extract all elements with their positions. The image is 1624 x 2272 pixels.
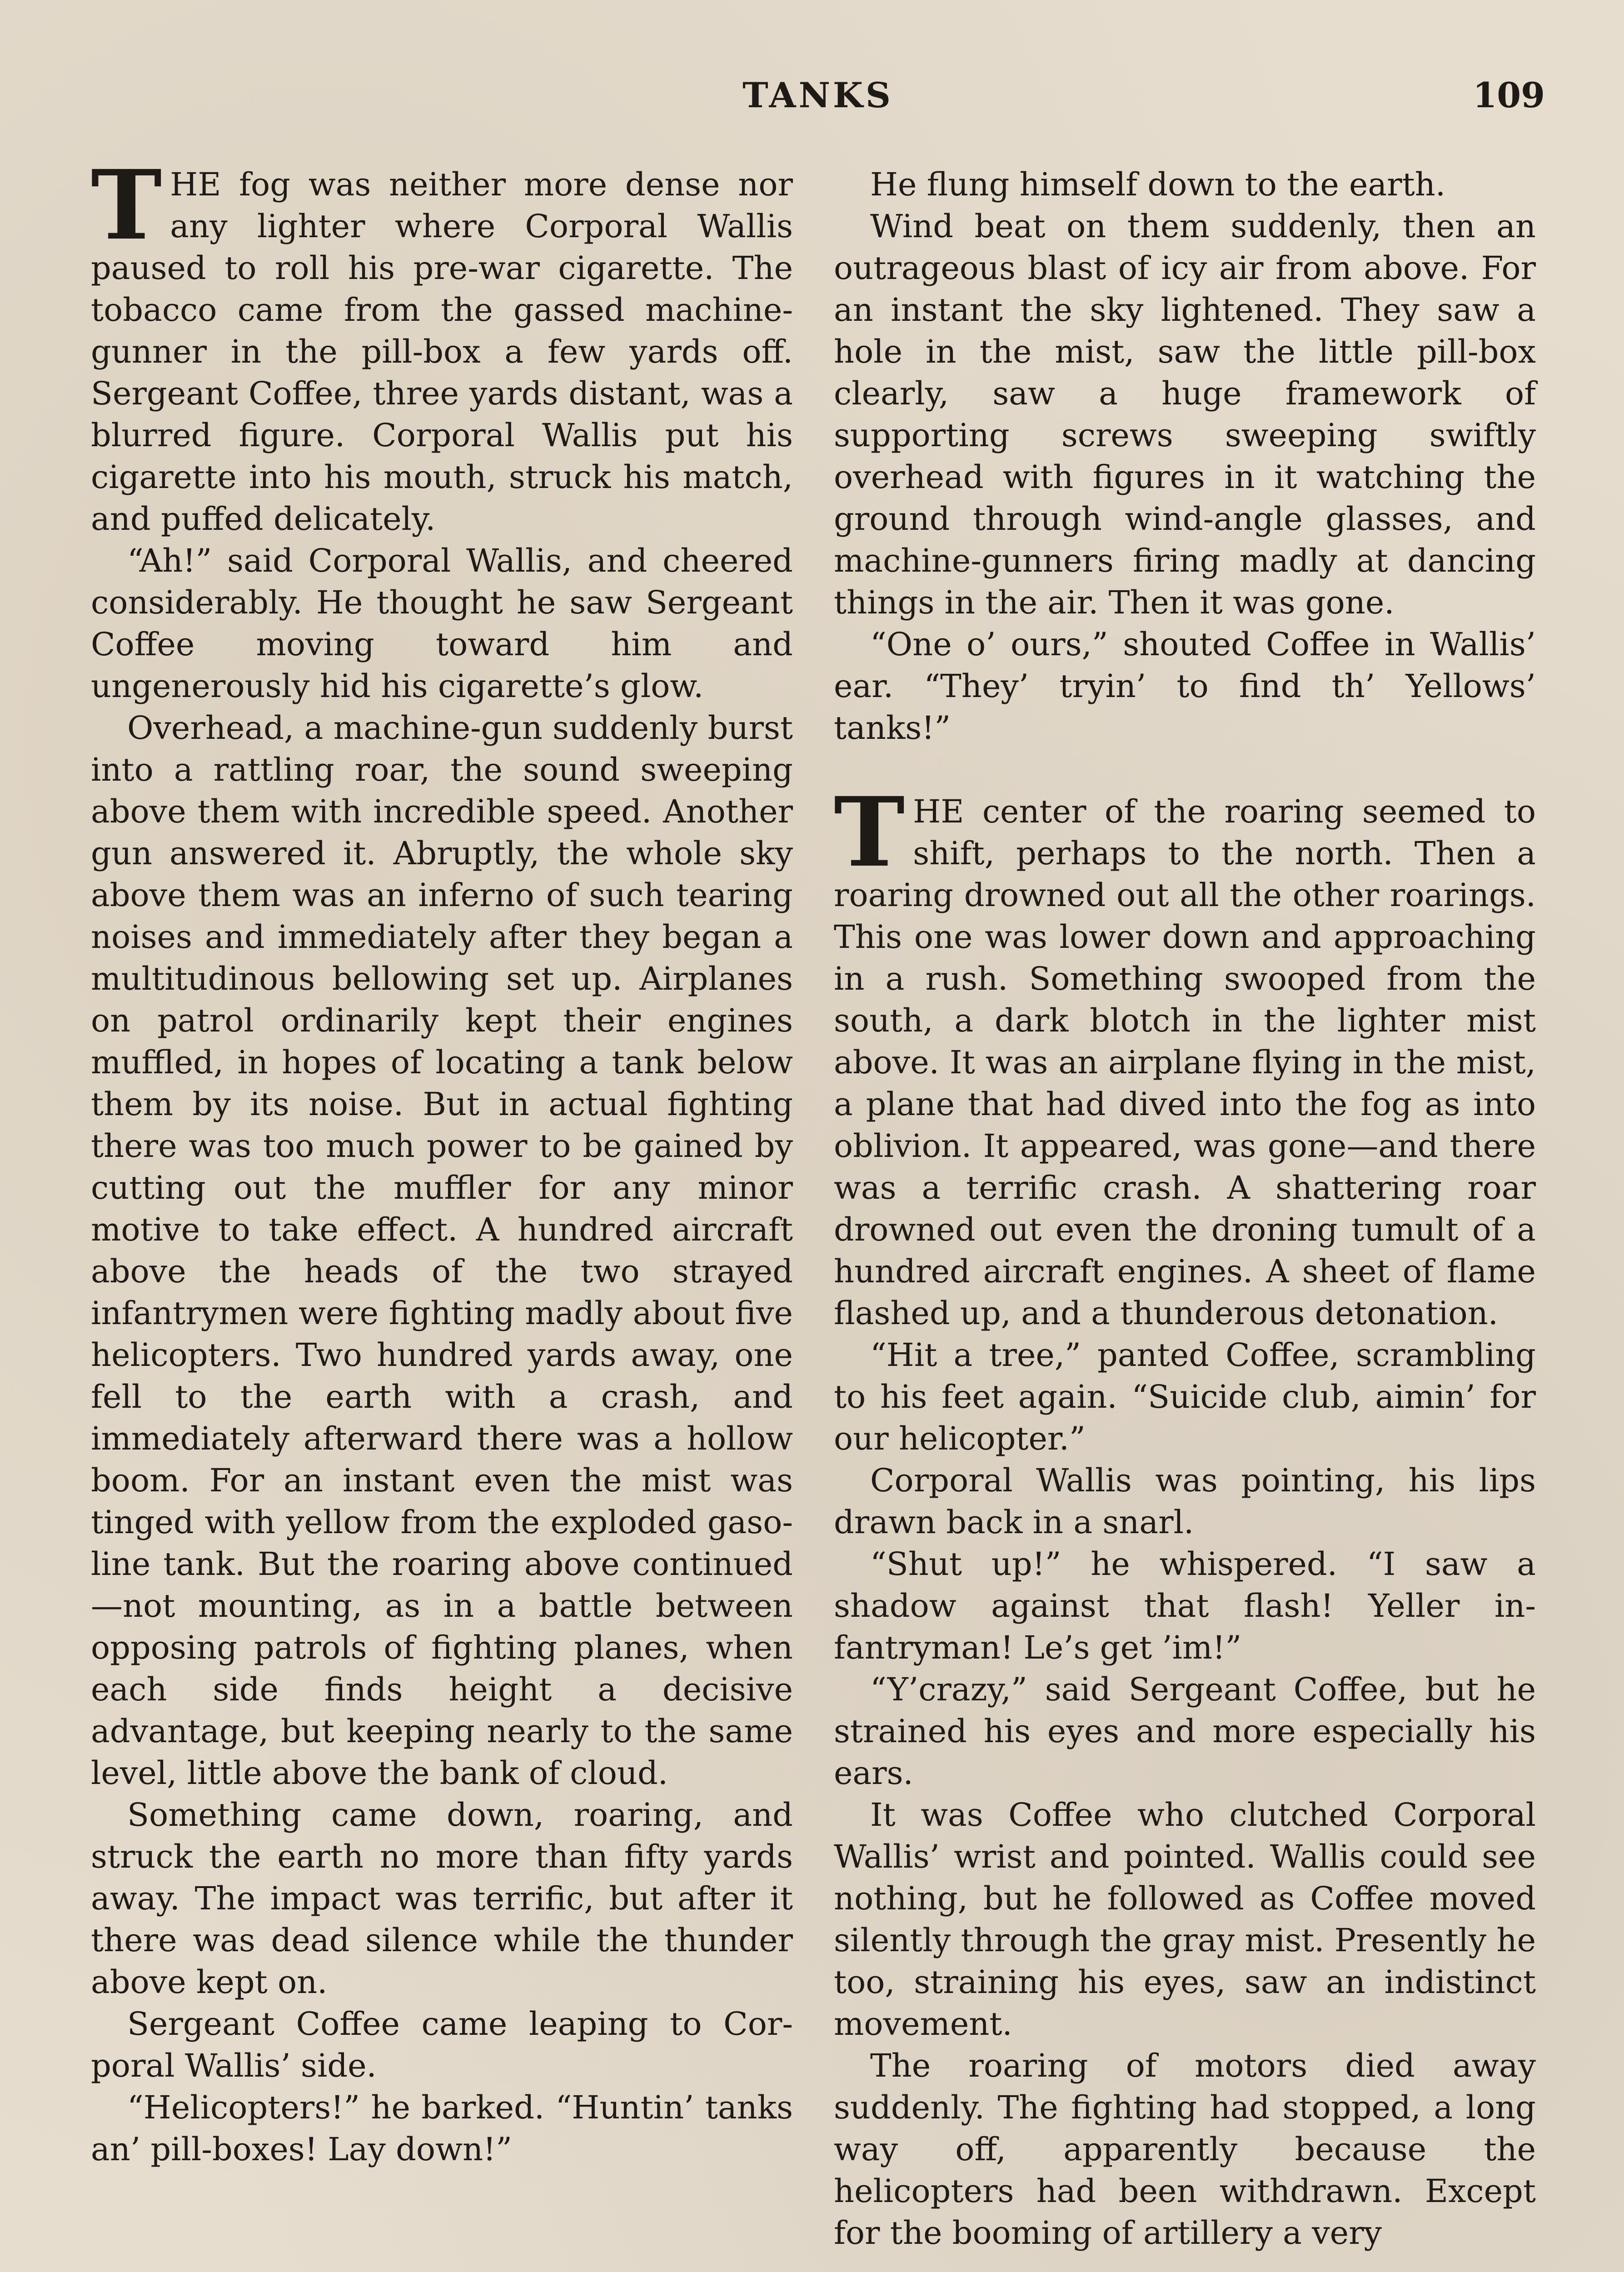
paragraph: He flung himself down to the earth. [870,166,1446,203]
paragraph [834,776,1536,1334]
paragraph: Something came down, roaring, and struck the earth no more than fifty yards away. The impact was terrific, but after it there was dead silence while the thunder above kept on. [91,1796,793,2001]
paragraph: Wind beat on them suddenly, then an outrageous blast of icy air from above. For an instant the sky lightened. They saw a hole in the mist, saw the little pill-box clearly, saw a huge framework of supporting screws sweeping swiftly overhead with figures in it watching the ground through wind-angle glasses, and machine-gunners firing madly at dancing things in the air. Then it was gone. [834,208,1536,621]
paragraph: “Hit a tree,” panted Coffee, scrambling to his feet again. “Suicide club, aimin’ for our helicopter.” [834,1336,1536,1457]
page-number: 109 [1473,75,1545,115]
right-column [834,164,1536,2254]
paragraph: “One o’ ours,” shouted Coffee in Wallis’ ear. “They’ tryin’ to find th’ Yellows’ tanks!” [834,626,1536,747]
paragraph: It was Coffee who clutched Corporal Wallis’ wrist and pointed. Wallis could see nothing, but he followed as Coffee moved silently through the gray mist. Presently he too, straining his eyes, saw an indistinct movement. [834,1796,1536,2043]
paragraph: Corporal Wallis was pointing, his lips drawn back in a snarl. [834,1462,1536,1541]
running-title: TANKS [742,75,893,115]
paragraph: The roaring of motors died away suddenly. The fighting had stopped, a long way off, apparently because the helicopters had been withdrawn. Except for the booming of artillery a very [834,2047,1536,2252]
left-column [91,149,793,2170]
paragraph: Sergeant Coffee came leaping to Corporal Wallis’ side. [91,2005,793,2084]
drop-cap: T [834,776,905,888]
page-header [91,75,1545,125]
paragraph-text: HE center of the roaring seemed to shift, perhaps to the north. Then a roaring drowned out all the other roarings. This one was lower down and approaching in a rush. Something swooped from the south, a dark blotch in the lighter mist above. It was an airplane flying in the mist, a plane that had dived into the fog as into oblivion. It appeared, was gone—and there was a terrific crash. A shattering roar drowned out even the droning tumult of a hundred aircraft engines. A sheet of flame flashed up, and a thunderous detonation. [834,793,1536,1332]
paragraph: “Ah!” said Corporal Wallis, and cheered considerably. He thought he saw Sergeant Coffee moving toward him and ungenerously hid his cigarette’s glow. [91,542,793,705]
drop-cap: T [91,149,162,261]
paragraph [91,149,793,540]
paragraph: “Helicopters!” he barked. “Huntin’ tanks an’ pill-boxes! Lay down!” [91,2089,793,2168]
paragraph: “Y’crazy,” said Sergeant Coffee, but he strained his eyes and more especially his ears. [834,1671,1536,1792]
paragraph: “Shut up!” he whispered. “I saw a shadow against that flash! Yeller infantryman! Le’s get ’im!” [834,1545,1536,1666]
paragraph: Overhead, a machine-gun suddenly burst into a rattling roar, the sound sweeping above them with incredible speed. Another gun answered it. Abruptly, the whole sky above them was an inferno of such tearing noises and immediately after they began a multitudinous bellowing set up. Airplanes on patrol ordinarily kept their engines muffled, in hopes of locating a tank below them by its noise. But in actual fighting there was too much power to be gained by cutting out the muffler for any minor motive to take effect. A hundred aircraft above the heads of the two strayed infantrymen were fighting madly about five helicopters. Two hundred yards away, one fell to the earth with a crash, and immediately afterward there was a hollow boom. For an instant even the mist was tinged with yellow from the exploded gasoline tank. But the roaring above continued—not mounting, as in a battle between opposing patrols of fighting planes, when each side finds height a decisive advantage, but keeping nearly to the same level, little above the bank of cloud. [91,709,793,1792]
paragraph-text: HE fog was neither more dense nor any lighter where Corporal Wallis paused to roll his pre-war cigarette. The tobacco came from the gassed machine-gunner in the pill-box a few yards off. Sergeant Coffee, three yards distant, was a blurred figure. Corporal Wallis put his cigarette into his mouth, struck his match, and puffed delicately. [91,166,793,538]
